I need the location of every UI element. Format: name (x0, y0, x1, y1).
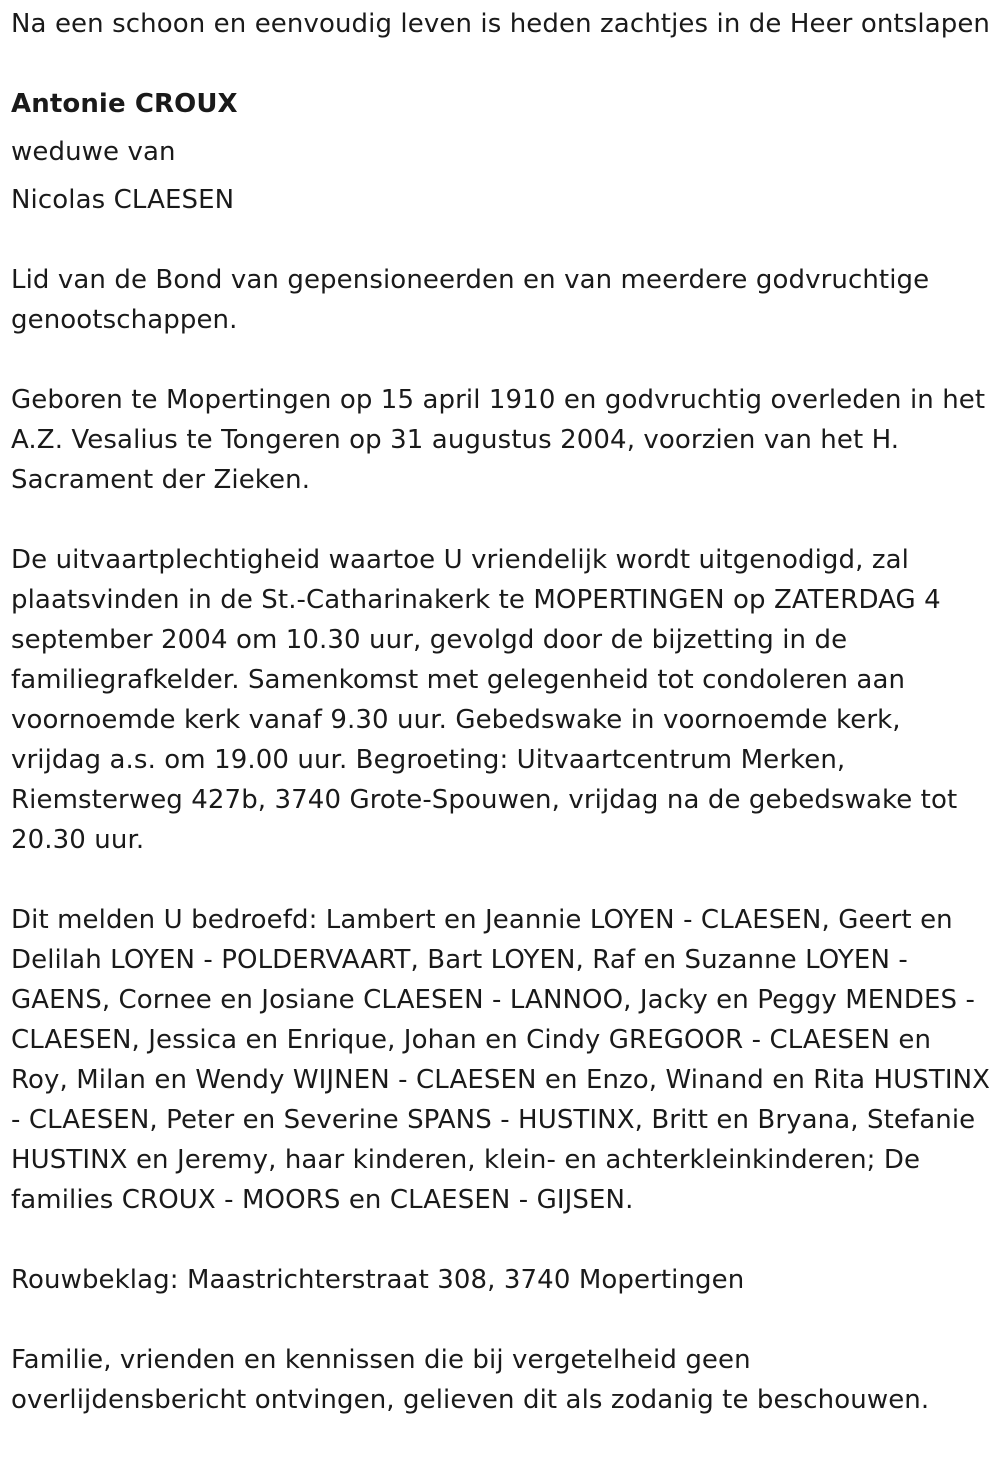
intro-text: Na een schoon en eenvoudig leven is heden zachtjes in de Heer ontslapen (11, 9, 991, 39)
relation-text: weduwe van (11, 137, 176, 167)
closing-paragraph: Familie, vrienden en kennissen die bij vergetelheid geen overlijdensbericht ontvingen, gelieven dit als zodanig te beschouwen. (11, 1345, 930, 1415)
spouse-name: Nicolas CLAESEN (11, 185, 235, 215)
funeral-paragraph: De uitvaartplechtigheid waartoe U vriendelijk wordt uitgenodigd, zal plaatsvinden in de St.-Catharinakerk te MOPERTINGEN op ZATERDAG 4 september 2004 om 10.30 uur, gevolgd door de bijzetting in de familiegrafkelder. Samenkomst met gelegenheid tot condoleren aan voornoemde kerk vanaf 9.30 uur. Gebedswake in voornoemde kerk, vrijdag a.s. om 19.00 uur. Begroeting: Uitvaartcentrum Merken, Riemsterweg 427b, 3740 Grote-Spouwen, vrijdag na de gebedswake tot 20.30 uur. (11, 545, 958, 855)
death-notice (11, 4, 991, 1420)
deceased-name: Antonie CROUX (11, 89, 238, 119)
condolence-address: Rouwbeklag: Maastrichterstraat 308, 3740 Mopertingen (11, 1265, 745, 1295)
membership-paragraph: Lid van de Bond van gepensioneerden en van meerdere godvruchtige genootschappen. (11, 265, 930, 335)
birth-death-paragraph: Geboren te Mopertingen op 15 april 1910 en godvruchtig overleden in het A.Z. Vesalius te Tongeren op 31 augustus 2004, voorzien van het H. Sacrament der Zieken. (11, 385, 986, 495)
family-paragraph: Dit melden U bedroefd: Lambert en Jeannie LOYEN - CLAESEN, Geert en Delilah LOYEN - POLDERVAART, Bart LOYEN, Raf en Suzanne LOYEN - GAENS, Cornee en Josiane CLAESEN - LANNOO, Jacky en Peggy MENDES - CLAESEN, Jessica en Enrique, Johan en Cindy GREGOOR - CLAESEN en Roy, Milan en Wendy WIJNEN - CLAESEN en Enzo, Winand en Rita HUSTINX - CLAESEN, Peter en Severine SPANS - HUSTINX, Britt en Bryana, Stefanie HUSTINX en Jeremy, haar kinderen, klein- en achterkleinkinderen; De families CROUX - MOORS en CLAESEN - GIJSEN. (11, 905, 991, 1215)
